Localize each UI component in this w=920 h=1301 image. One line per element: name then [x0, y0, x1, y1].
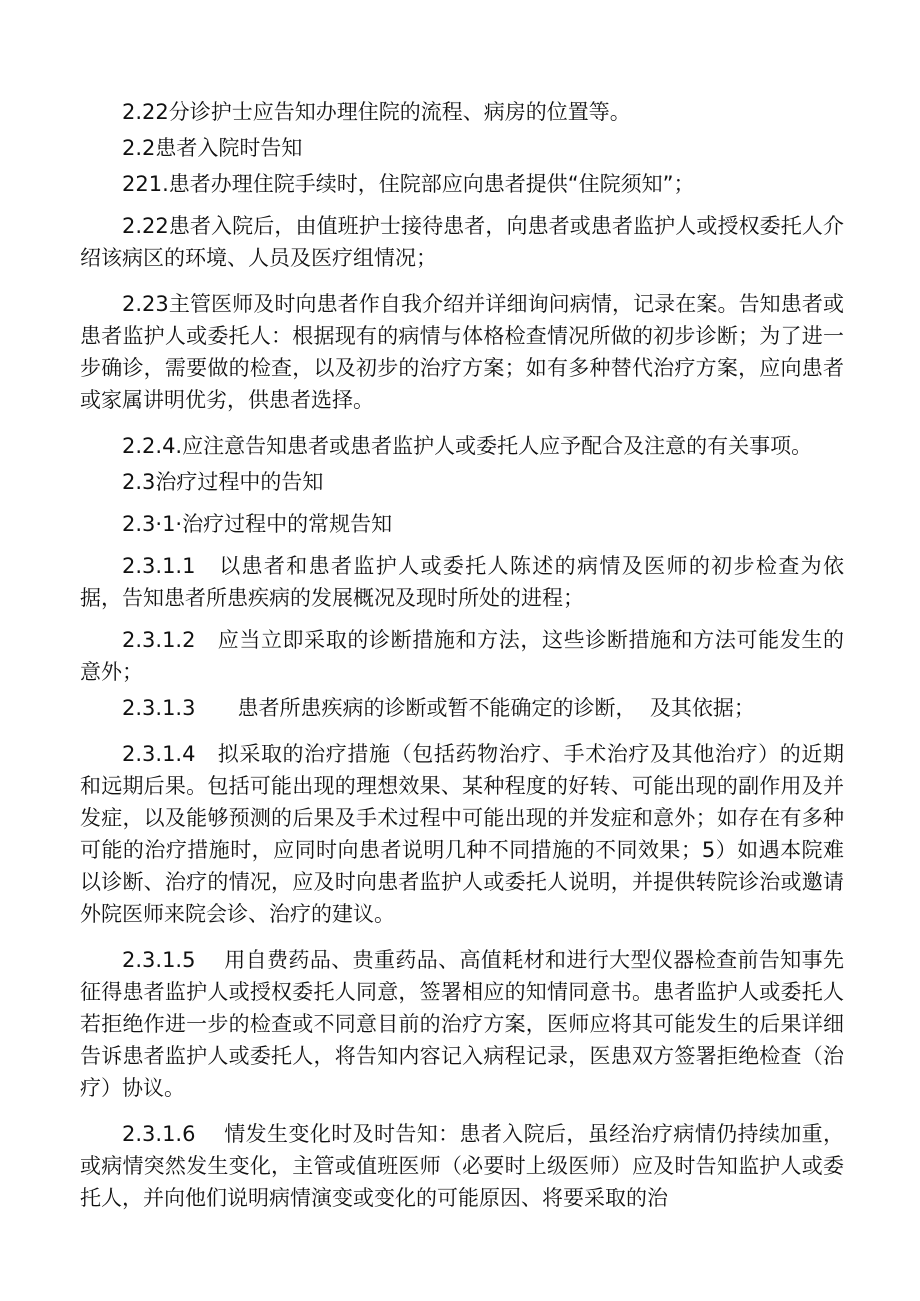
paragraph-2-3-1-2: 2.3.1.2 应当立即采取的诊断措施和方法，这些诊断措施和方法可能发生的意外；	[80, 628, 844, 684]
paragraph-2-3-1-1: 2.3.1.1 以患者和患者监护人或委托人陈述的病情及医师的初步检查为依据，告知患者所患疾病的发展概况及现时所处的进程；	[80, 554, 844, 610]
paragraph-2-3-1-6: 2.3.1.6 情发生变化时及时告知：患者入院后，虽经治疗病情仍持续加重，或病情突然发生变化，主管或值班医师（必要时上级医师）应及时告知监护人或委托人，并向他们说明病情演变或变化的可能原因、将要采取的治	[80, 1122, 844, 1210]
heading-2-3-1-routine: 2.3·1·治疗过程中的常规告知	[122, 512, 393, 536]
paragraph-2-3-1-5: 2.3.1.5 用自费药品、贵重药品、高值耗材和进行大型仪器检查前告知事先征得患者监护人或授权委托人同意，签署相应的知情同意书。患者监护人或委托人若拒绝作进一步的检查或不同意目前的治疗方案，医师应将其可能发生的后果详细告诉患者监护人或委托人，将告知内容记入病程记录，医患双方签署拒绝检查（治疗）协议。	[80, 948, 844, 1100]
heading-2-2-admission: 2.2患者入院时告知	[122, 136, 303, 160]
paragraph-2-22-triage: 2.22分诊护士应告知办理住院的流程、病房的位置等。	[122, 100, 631, 124]
paragraph-221-admission-notice: 221.患者办理住院手续时，住院部应向患者提供“住院须知”；	[122, 172, 695, 196]
paragraph-2-3-1-3: 2.3.1.3 患者所患疾病的诊断或暂不能确定的诊断， 及其依据；	[122, 696, 755, 720]
heading-2-3-treatment: 2.3治疗过程中的告知	[122, 470, 324, 494]
paragraph-2-3-1-4: 2.3.1.4 拟采取的治疗措施（包括药物治疗、手术治疗及其他治疗）的近期和远期后果。包括可能出现的理想效果、某种程度的好转、可能出现的副作用及并发症，以及能够预测的后果及手术过程中可能出现的并发症和意外；如存在有多种可能的治疗措施时，应同时向患者说明几种不同措施的不同效果；5）如遇本院难以诊断、治疗的情况，应及时向患者监护人或委托人说明，并提供转院诊治或邀请外院医师来院会诊、治疗的建议。	[80, 742, 844, 926]
paragraph-2-2-4-cooperation: 2.2.4.应注意告知患者或患者监护人或委托人应予配合及注意的有关事项。	[122, 434, 813, 458]
paragraph-2-23-physician: 2.23主管医师及时向患者作自我介绍并详细询问病情，记录在案。告知患者或患者监护人或委托人：根据现有的病情与体格检查情况所做的初步诊断；为了进一步确诊，需要做的检查，以及初步的治疗方案；如有多种替代治疗方案，应向患者或家属讲明优劣，供患者选择。	[80, 292, 844, 412]
document-page	[80, 96, 844, 1214]
paragraph-2-22-nurse-reception: 2.22患者入院后，由值班护士接待患者，向患者或患者监护人或授权委托人介绍该病区的环境、人员及医疗组情况；	[80, 214, 844, 270]
